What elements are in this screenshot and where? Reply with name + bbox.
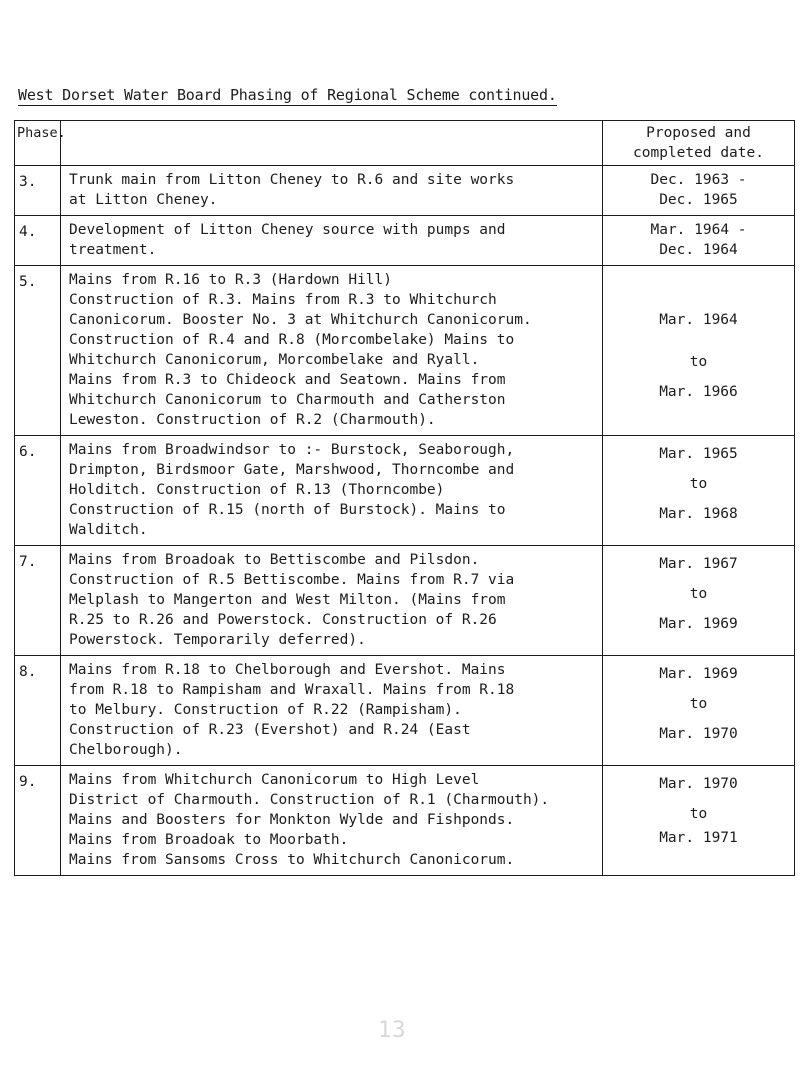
description-line: Whitchurch Canonicorum to Charmouth and Catherston [69, 392, 506, 408]
table-row [15, 546, 795, 656]
description-line: Construction of R.5 Bettiscombe. Mains from R.7 via [69, 572, 515, 588]
page-number: 13 [378, 1018, 407, 1043]
description-line: Chelborough). [69, 742, 183, 758]
description-line: Mains from R.18 to Chelborough and Evershot. Mains [69, 662, 506, 678]
phase-description [61, 216, 603, 266]
date-end: Dec. 1964 [659, 242, 738, 258]
date-block [607, 270, 790, 402]
phase-number: 5. [15, 266, 61, 436]
description-line: Mains from Sansoms Cross to Whitchurch Canonicorum. [69, 852, 515, 868]
table-row [15, 166, 795, 216]
table-row [15, 656, 795, 766]
date-start: Mar. 1967 [659, 556, 738, 572]
date-start: Mar. 1965 [659, 446, 738, 462]
phase-date [603, 266, 795, 436]
description-line: Mains from Broadoak to Bettiscombe and Pilsdon. [69, 552, 480, 568]
phase-date [603, 656, 795, 766]
phase-description [61, 766, 603, 876]
date-block [607, 550, 790, 634]
phasing-table [14, 120, 795, 876]
table-header-row [15, 121, 795, 166]
table-row [15, 436, 795, 546]
description-line: R.25 to R.26 and Powerstock. Construction of R.26 [69, 612, 497, 628]
description-line: Walditch. [69, 522, 148, 538]
date-block [607, 770, 790, 848]
phase-number: 8. [15, 656, 61, 766]
description-line: at Litton Cheney. [69, 192, 218, 208]
description-line: treatment. [69, 242, 157, 258]
description-line: Whitchurch Canonicorum, Morcombelake and Ryall. [69, 352, 480, 368]
description-line: to Melbury. Construction of R.22 (Rampisham). [69, 702, 462, 718]
description-line: Mains from Broadwindsor to :- Burstock, Seaborough, [69, 442, 515, 458]
date-to: to [689, 806, 708, 822]
description-line: Trunk main from Litton Cheney to R.6 and site works [69, 172, 515, 188]
description-line: Development of Litton Cheney source with pumps and [69, 222, 506, 238]
date-start: Mar. 1964 - [650, 222, 747, 238]
phase-description [61, 656, 603, 766]
date-block [607, 660, 790, 744]
header-date-line2: completed date. [633, 145, 764, 161]
description-line: Mains from R.3 to Chideock and Seatown. Mains from [69, 372, 506, 388]
description-line: Construction of R.23 (Evershot) and R.24 (East [69, 722, 471, 738]
date-to: to [689, 696, 708, 712]
date-start: Dec. 1963 - [650, 172, 747, 188]
page-title: West Dorset Water Board Phasing of Regional Scheme continued. [18, 86, 557, 104]
description-line: Mains from R.16 to R.3 (Hardown Hill) [69, 272, 393, 288]
date-to: to [689, 586, 708, 602]
phase-description [61, 436, 603, 546]
phase-date [603, 166, 795, 216]
header-description [61, 121, 603, 166]
date-end: Dec. 1965 [659, 192, 738, 208]
phase-number: 7. [15, 546, 61, 656]
description-line: Construction of R.3. Mains from R.3 to Whitchurch [69, 292, 497, 308]
description-line: Leweston. Construction of R.2 (Charmouth). [69, 412, 436, 428]
phase-number: 3. [15, 166, 61, 216]
description-line: Mains and Boosters for Monkton Wylde and Fishponds. [69, 812, 515, 828]
description-line: Mains from Whitchurch Canonicorum to High Level [69, 772, 480, 788]
phase-date [603, 546, 795, 656]
phase-number: 6. [15, 436, 61, 546]
header-date-line1: Proposed and [646, 125, 751, 141]
description-line: Construction of R.4 and R.8 (Morcombelake) Mains to [69, 332, 515, 348]
phase-date [603, 436, 795, 546]
header-phase: Phase. [15, 121, 61, 166]
table-row [15, 766, 795, 876]
header-date [603, 121, 795, 166]
date-start: Mar. 1969 [659, 666, 738, 682]
date-end: Mar. 1966 [659, 384, 738, 400]
date-end: Mar. 1968 [659, 506, 738, 522]
phase-number: 4. [15, 216, 61, 266]
date-end: Mar. 1969 [659, 616, 738, 632]
description-line: from R.18 to Rampisham and Wraxall. Mains from R.18 [69, 682, 515, 698]
description-line: District of Charmouth. Construction of R.1 (Charmouth). [69, 792, 550, 808]
table-row [15, 216, 795, 266]
description-line: Canonicorum. Booster No. 3 at Whitchurch Canonicorum. [69, 312, 532, 328]
table-body [15, 166, 795, 876]
date-start: Mar. 1970 [659, 776, 738, 792]
description-line: Powerstock. Temporarily deferred). [69, 632, 366, 648]
description-line: Construction of R.15 (north of Burstock). Mains to [69, 502, 506, 518]
date-block [607, 170, 790, 210]
phase-description [61, 546, 603, 656]
description-line: Mains from Broadoak to Moorbath. [69, 832, 349, 848]
description-line: Drimpton, Birdsmoor Gate, Marshwood, Thorncombe and [69, 462, 515, 478]
phase-date [603, 216, 795, 266]
date-start: Mar. 1964 [659, 312, 738, 328]
phase-number: 9. [15, 766, 61, 876]
phase-description [61, 266, 603, 436]
phase-description [61, 166, 603, 216]
description-line: Melplash to Mangerton and West Milton. (Mains from [69, 592, 506, 608]
table-row [15, 266, 795, 436]
date-to: to [689, 476, 708, 492]
date-end: Mar. 1970 [659, 726, 738, 742]
date-to: to [689, 354, 708, 370]
description-line: Holditch. Construction of R.13 (Thorncombe) [69, 482, 445, 498]
date-block [607, 440, 790, 524]
date-end: Mar. 1971 [659, 830, 738, 846]
date-block [607, 220, 790, 260]
phase-date [603, 766, 795, 876]
